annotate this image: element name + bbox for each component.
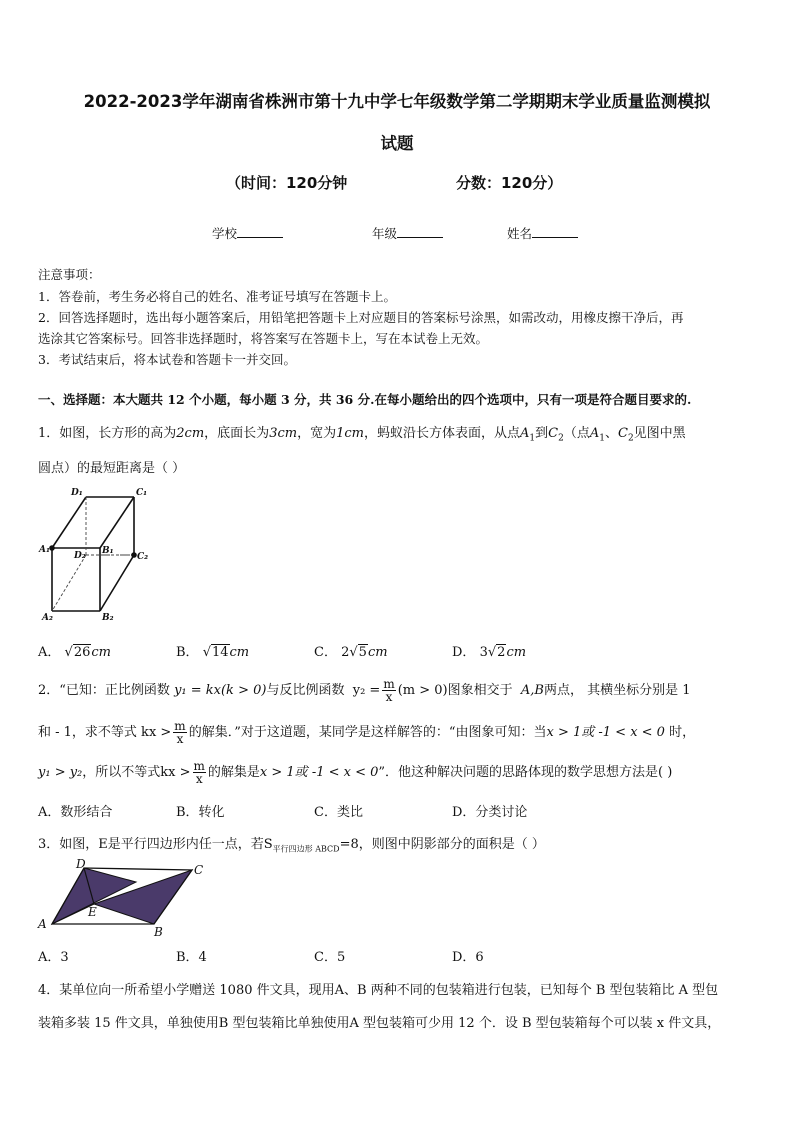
q1-text: ，底面长为 <box>204 426 270 441</box>
label-d2: D₂ <box>74 551 86 561</box>
school-blank <box>237 225 283 238</box>
q3-line1 <box>38 833 545 855</box>
q1-point-c2: C <box>548 426 559 441</box>
frac-num: m <box>193 759 205 773</box>
q2-text: 和 - 1，求不等式 kx > <box>38 725 172 740</box>
q1-text-line2: 圆点）的最短距离是（ ） <box>38 461 186 476</box>
option-label: B． <box>176 645 199 660</box>
option-coef: 2 <box>341 645 350 660</box>
name-blank <box>532 225 578 238</box>
school-field[interactable] <box>212 224 283 242</box>
option-unit: cm <box>367 645 388 660</box>
q1-point-a1: A <box>520 426 530 441</box>
page-title-line2: 试题 <box>380 134 414 153</box>
q1-text: ，蚂蚁沿长方体表面，从点 <box>363 426 520 441</box>
q1-cuboid-figure <box>38 484 158 624</box>
label-d1: D₁ <box>71 488 83 498</box>
q4-line1: 4．某单位向一所希望小学赠送 1080 件文具，现用A、B 两种不同的包装箱进行包装，已知每个 B 型包装箱比 A 型包 <box>38 983 719 998</box>
q2-text: (m > 0)图象相交于 <box>397 683 513 698</box>
q2-text: 与反比例函数 <box>266 683 345 698</box>
notice-item-3: 3．考试结束后，将本试卷和答题卡一并交回。 <box>38 352 296 367</box>
label-b2: B₂ <box>102 613 114 623</box>
q1-text: 1．如图，长方形的高为 <box>38 426 177 441</box>
name-field[interactable] <box>507 224 578 242</box>
q3-option-d[interactable]: D．6 <box>452 950 484 965</box>
frac-num: m <box>174 719 186 733</box>
label-a: A <box>38 917 47 931</box>
q1-length: 3cm <box>269 426 298 441</box>
option-unit: cm <box>229 645 250 660</box>
q2-line1 <box>38 678 691 703</box>
label-c: C <box>194 863 204 877</box>
section-heading: 一、选择题：本大题共 12 个小题，每小题 3 分，共 36 分.在每小题给出的四个选项中，只有一项是符合题目要求的. <box>38 392 692 407</box>
page-title: 2022-2023学年湖南省株洲市第十九中学七年级数学第二学期期末学业质量监测模拟 <box>83 92 711 111</box>
q3-option-a[interactable]: A．3 <box>38 950 69 965</box>
label-a2: A₂ <box>42 613 53 623</box>
q2-formula-y1: y₁ = kx(k > 0) <box>174 683 267 698</box>
exam-time: （时间：120分钟 <box>226 174 348 192</box>
exam-score: 分数：120分） <box>456 174 563 192</box>
q3-text: 3．如图，E是平行四边形内任一点，若S <box>38 837 273 852</box>
frac-den: x <box>385 690 393 704</box>
q3-option-c[interactable]: C．5 <box>314 950 346 965</box>
notice-item-2a: 2．回答选择题时，选出每小题答案后，用铅笔把答题卡上对应题目的答案标号涂黑，如需改动，用橡皮擦干净后，再 <box>38 310 684 325</box>
label-c1: C₁ <box>136 488 148 498</box>
q2-option-d[interactable]: D．分类讨论 <box>452 805 528 820</box>
q2-fraction <box>193 760 206 785</box>
q3-subscript: 平行四边形 ABCD <box>272 844 340 854</box>
notice-item-1: 1．答卷前，考生务必将自己的姓名、准考证号填写在答题卡上。 <box>38 289 396 304</box>
frac-num: m <box>383 677 395 691</box>
q2-fraction <box>382 678 395 703</box>
q1-text: ，宽为 <box>297 426 337 441</box>
notice-item-2b: 选涂其它答案标号。回答非选择题时，将答案写在答题卡上，写在本试卷上无效。 <box>38 331 489 346</box>
q1-option-b[interactable]: B． √14cm <box>176 645 250 660</box>
option-radicand: 2 <box>497 645 506 660</box>
q1-text: （点 <box>563 426 590 441</box>
q2-condition: x > 1或 -1 < x < 0 <box>259 765 379 780</box>
option-radicand: 26 <box>73 645 91 660</box>
grade-blank <box>397 225 443 238</box>
q2-option-b[interactable]: B．转化 <box>176 805 225 820</box>
option-coef: 3 <box>479 645 488 660</box>
q2-text: ，所以不等式kx > <box>82 765 191 780</box>
frac-den: x <box>195 772 203 786</box>
notice-heading: 注意事项： <box>38 267 101 282</box>
q2-formula: y₁ > y₂ <box>38 765 83 780</box>
q2-text: 的解集．”对于这道题，某同学是这样解答的：“由图象可知：当 <box>188 725 547 740</box>
q1-option-c[interactable]: C． 2√5cm <box>314 645 388 660</box>
q1-width: 1cm <box>336 426 364 441</box>
q1-height: 2cm <box>176 426 205 441</box>
option-label: A． <box>38 645 61 660</box>
q2-line3 <box>38 760 672 785</box>
q2-fraction <box>173 720 186 745</box>
q1-text: 、 <box>604 426 618 441</box>
option-unit: cm <box>91 645 111 660</box>
label-d: D <box>76 857 86 871</box>
q1-text: 见图中黑 <box>633 426 686 441</box>
option-label: D． <box>452 645 476 660</box>
grade-label: 年级 <box>372 226 398 241</box>
option-radicand: 5 <box>358 645 367 660</box>
q2-text: 2．“已知：正比例函数 <box>38 683 170 698</box>
name-label: 姓名 <box>507 226 533 241</box>
q1-option-d[interactable]: D． 3√2cm <box>452 645 527 660</box>
q3-text: =8，则图中阴影部分的面积是（ ） <box>339 837 545 852</box>
q4-line2: 装箱多装 15 件文具，单独使用B 型包装箱比单独使用A 型包装箱可少用 12 个．设 B 型包装箱每个可以装 x 件文具， <box>38 1016 721 1031</box>
frac-den: x <box>176 732 184 746</box>
q3-parallelogram-figure <box>36 856 216 938</box>
option-unit: cm <box>506 645 527 660</box>
label-c2: C₂ <box>137 552 149 562</box>
q1-text: 到 <box>535 426 549 441</box>
label-a1: A₁ <box>39 545 50 555</box>
q1-text-line1: 1．如图，长方形的高为2cm，底面长为3cm，宽为1cm，蚂蚁沿长方体表面，从点$A_1$到$C_2$（点$A_1$、$C_2$见图中黑 <box>38 426 686 444</box>
q2-text: 两点， 其横坐标分别是 1 <box>543 683 691 698</box>
school-label: 学校 <box>212 226 238 241</box>
q2-option-c[interactable]: C．类比 <box>314 805 363 820</box>
grade-field[interactable] <box>372 224 443 242</box>
q2-condition: x > 1或 -1 < x < 0 <box>546 725 665 740</box>
q1-option-a[interactable]: A． √26cm <box>38 645 111 660</box>
option-radicand: 14 <box>211 645 229 660</box>
q3-option-b[interactable]: B．4 <box>176 950 207 965</box>
q2-line2 <box>38 720 695 745</box>
q2-text: 的解集是 <box>207 765 260 780</box>
q2-formula-y2: y₂ = <box>352 683 381 698</box>
label-b1: B₁ <box>102 546 114 556</box>
q2-points: A,B <box>520 683 544 698</box>
label-e: E <box>88 905 97 919</box>
q2-text: ”．他这种解决问题的思路体现的数学思想方法是( ) <box>378 765 673 780</box>
q2-option-a[interactable]: A．数形结合 <box>38 805 113 820</box>
label-b: B <box>154 925 163 938</box>
option-label: C． <box>314 645 337 660</box>
q2-text: 时， <box>669 725 696 740</box>
